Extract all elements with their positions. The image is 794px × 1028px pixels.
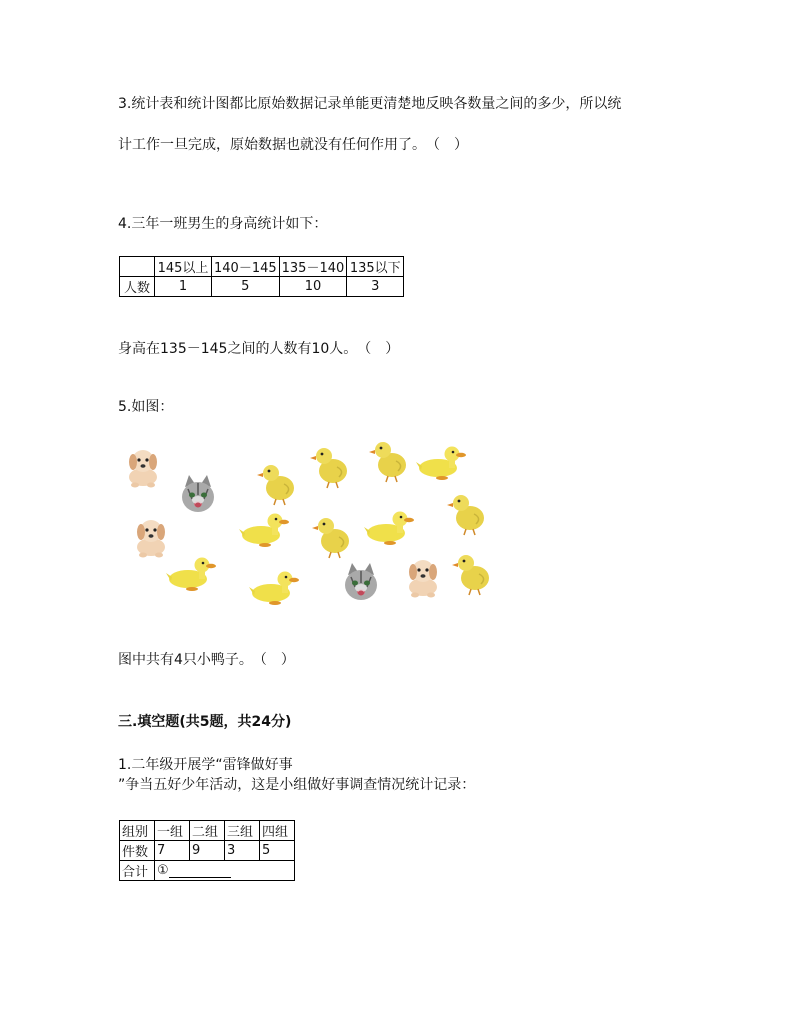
table-row bbox=[120, 257, 404, 277]
chick-icon bbox=[447, 495, 484, 535]
table-header-cell: 145以上 bbox=[155, 257, 212, 277]
duckling-icon bbox=[166, 558, 216, 592]
good-deeds-table bbox=[119, 820, 295, 881]
table-cell: 3 bbox=[225, 841, 260, 861]
blank-marker: ① bbox=[157, 863, 169, 878]
q5-intro: 5.如图： bbox=[118, 399, 174, 415]
table-header-cell: 一组 bbox=[155, 821, 190, 841]
height-stat-table bbox=[119, 256, 404, 297]
table-row bbox=[120, 861, 295, 881]
table-header-cell: 140－145 bbox=[212, 257, 280, 277]
fill1-line-1: 1.二年级开展学“雷锋做好事 bbox=[118, 757, 293, 773]
table-header-cell: 四组 bbox=[260, 821, 295, 841]
chick-icon bbox=[369, 442, 406, 482]
table-header-cell bbox=[120, 257, 155, 277]
table-header-cell: 二组 bbox=[190, 821, 225, 841]
section-title: 三.填空题(共5题，共24分) bbox=[118, 714, 292, 730]
chick-icon bbox=[310, 448, 347, 488]
q4-intro: 4.三年一班男生的身高统计如下： bbox=[118, 216, 328, 232]
table-cell: 10 bbox=[279, 277, 347, 297]
table-header-cell: 组别 bbox=[120, 821, 155, 841]
table-row bbox=[120, 277, 404, 297]
table-header-cell: 135以下 bbox=[347, 257, 404, 277]
kitten-icon bbox=[182, 475, 214, 512]
table-cell: 合计 bbox=[120, 861, 155, 881]
duckling-icon bbox=[249, 572, 299, 606]
kitten-icon bbox=[345, 563, 377, 600]
duckling-icon bbox=[416, 447, 466, 481]
chick-icon bbox=[452, 555, 489, 595]
table-cell: 人数 bbox=[120, 277, 155, 297]
chick-icon bbox=[257, 465, 294, 505]
puppy-icon bbox=[409, 560, 437, 598]
total-answer-cell bbox=[155, 861, 295, 881]
table-header-cell: 135－140 bbox=[279, 257, 347, 277]
table-cell: 件数 bbox=[120, 841, 155, 861]
table-cell: 5 bbox=[260, 841, 295, 861]
table-cell: 1 bbox=[155, 277, 212, 297]
table-cell: 3 bbox=[347, 277, 404, 297]
duckling-icon bbox=[364, 512, 414, 546]
table-row bbox=[120, 821, 295, 841]
q4-statement: 身高在135－145之间的人数有10人。 （ ） bbox=[118, 341, 400, 357]
chick-icon bbox=[312, 518, 349, 558]
table-cell: 9 bbox=[190, 841, 225, 861]
duckling-icon bbox=[239, 514, 289, 548]
puppy-icon bbox=[129, 450, 157, 488]
puppy-icon bbox=[137, 520, 165, 558]
table-cell: 5 bbox=[212, 277, 280, 297]
animal-figure bbox=[118, 435, 503, 610]
table-header-cell: 三组 bbox=[225, 821, 260, 841]
q3-line-2: 计工作一旦完成，原始数据也就没有任何作用了。 （ ） bbox=[118, 137, 468, 153]
table-cell: 7 bbox=[155, 841, 190, 861]
q5-statement: 图中共有4只小鸭子。 （ ） bbox=[118, 652, 295, 668]
table-row bbox=[120, 841, 295, 861]
fill1-line-2: ”争当五好少年活动，这是小组做好事调查情况统计记录： bbox=[118, 777, 476, 793]
answer-blank[interactable] bbox=[169, 863, 231, 878]
q3-line-1: 3.统计表和统计图都比原始数据记录单能更清楚地反映各数量之间的多少，所以统 bbox=[118, 96, 622, 112]
